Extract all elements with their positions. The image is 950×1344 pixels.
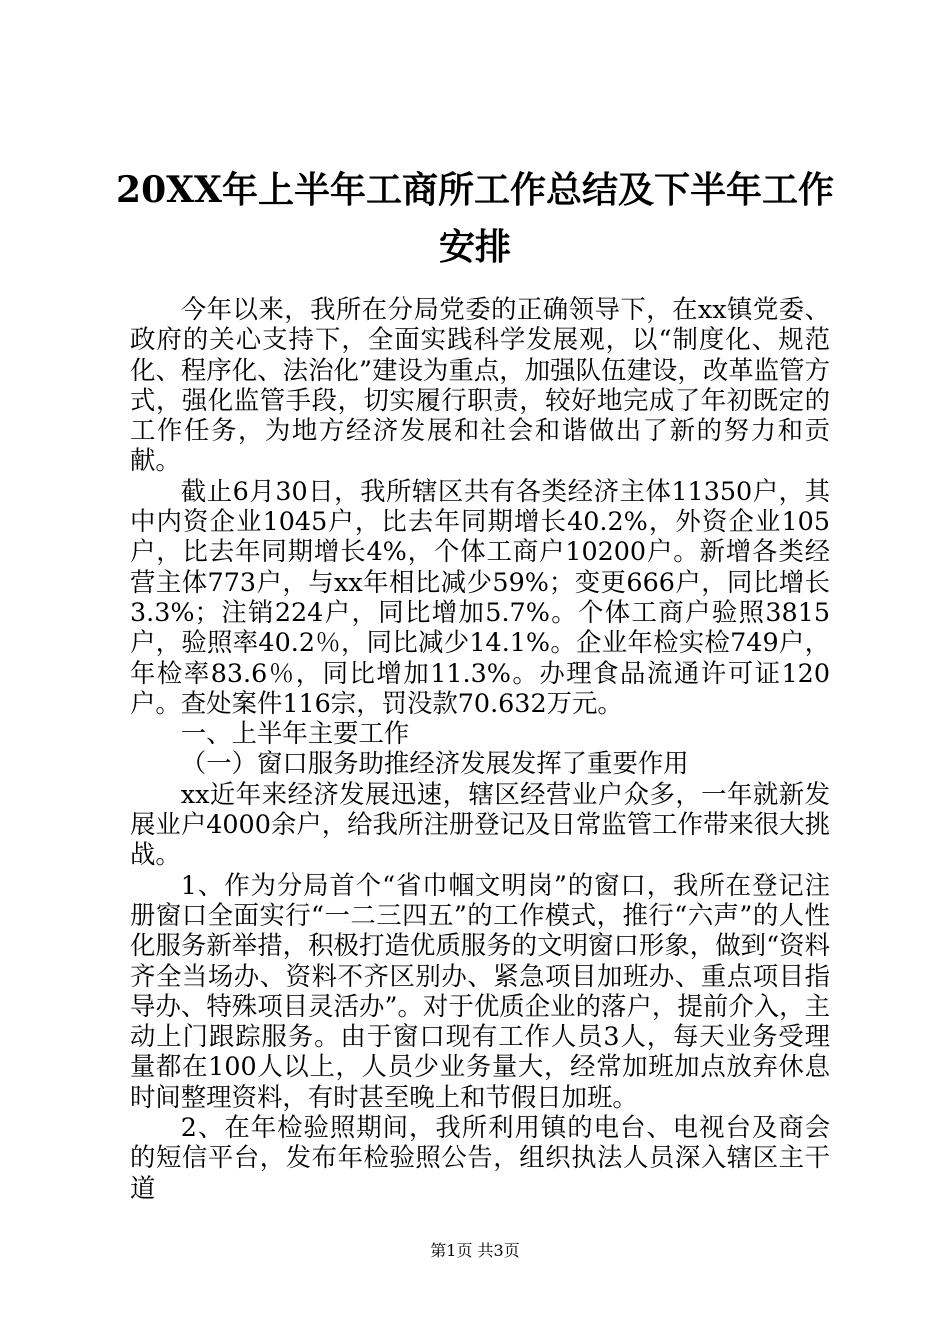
paragraph-intro: 今年以来，我所在分局党委的正确领导下，在xx镇党委、政府的关心支持下，全面实践科学发展观，以“制度化、规范化、程序化、法治化”建设为重点，加强队伍建设，改革监管方式，强化监管手段，切实履行职责，较好地完成了年初既定的工作任务，为地方经济发展和社会和谐做出了新的努力和贡献。 xyxy=(130,294,830,476)
page-number: 第1页 共3页 xyxy=(430,1241,520,1260)
document-body xyxy=(130,294,830,1203)
section-heading: 一、上半年主要工作 xyxy=(180,718,410,749)
paragraph-background: xx近年来经济发展迅速，辖区经营业户众多，一年就新发展业户4000余户，给我所注册登记及日常监管工作带来很大挑战。 xyxy=(130,778,830,870)
paragraph-statistics: 截止6月30日，我所辖区共有各类经济主体11350户，其中内资企业1045户，比去年同期增长40.2%，外资企业105户，比去年同期增长4%，个体工商户10200户。新增各类经营主体773户，与xx年相比减少59%；变更666户，同比增长3.3%；注销224户，同比增加5.7%。个体工商户验照3815户，验照率40.2％，同比减少14.1%。企业年检实检749户，年检率83.6％，同比增加11.3%。办理食品流通许可证120户。查处案件116宗，罚没款70.632万元。 xyxy=(130,475,830,718)
paragraph-item-1: 1、作为分局首个“省巾帼文明岗”的窗口，我所在登记注册窗口全面实行“一二三四五”的工作模式，推行“六声”的人性化服务新举措，积极打造优质服务的文明窗口形象，做到“资料齐全当场办、资料不齐区别办、紧急项目加班办、重点项目指导办、特殊项目灵活办”。对于优质企业的落户，提前介入，主动上门跟踪服务。由于窗口现有工作人员3人，每天业务受理量都在100人以上，人员少业务量大，经常加班加点放弃休息时间整理资料，有时甚至晚上和节假日加班。 xyxy=(130,869,830,1112)
document-title: 20XX年上半年工商所工作总结及下半年工作安排 xyxy=(116,169,834,268)
subsection-heading: （一）窗口服务助推经济发展发挥了重要作用 xyxy=(180,748,689,779)
paragraph-item-2: 2、在年检验照期间，我所利用镇的电台、电视台及商会的短信平台，发布年检验照公告，组织执法人员深入辖区主干道 xyxy=(130,1112,830,1203)
